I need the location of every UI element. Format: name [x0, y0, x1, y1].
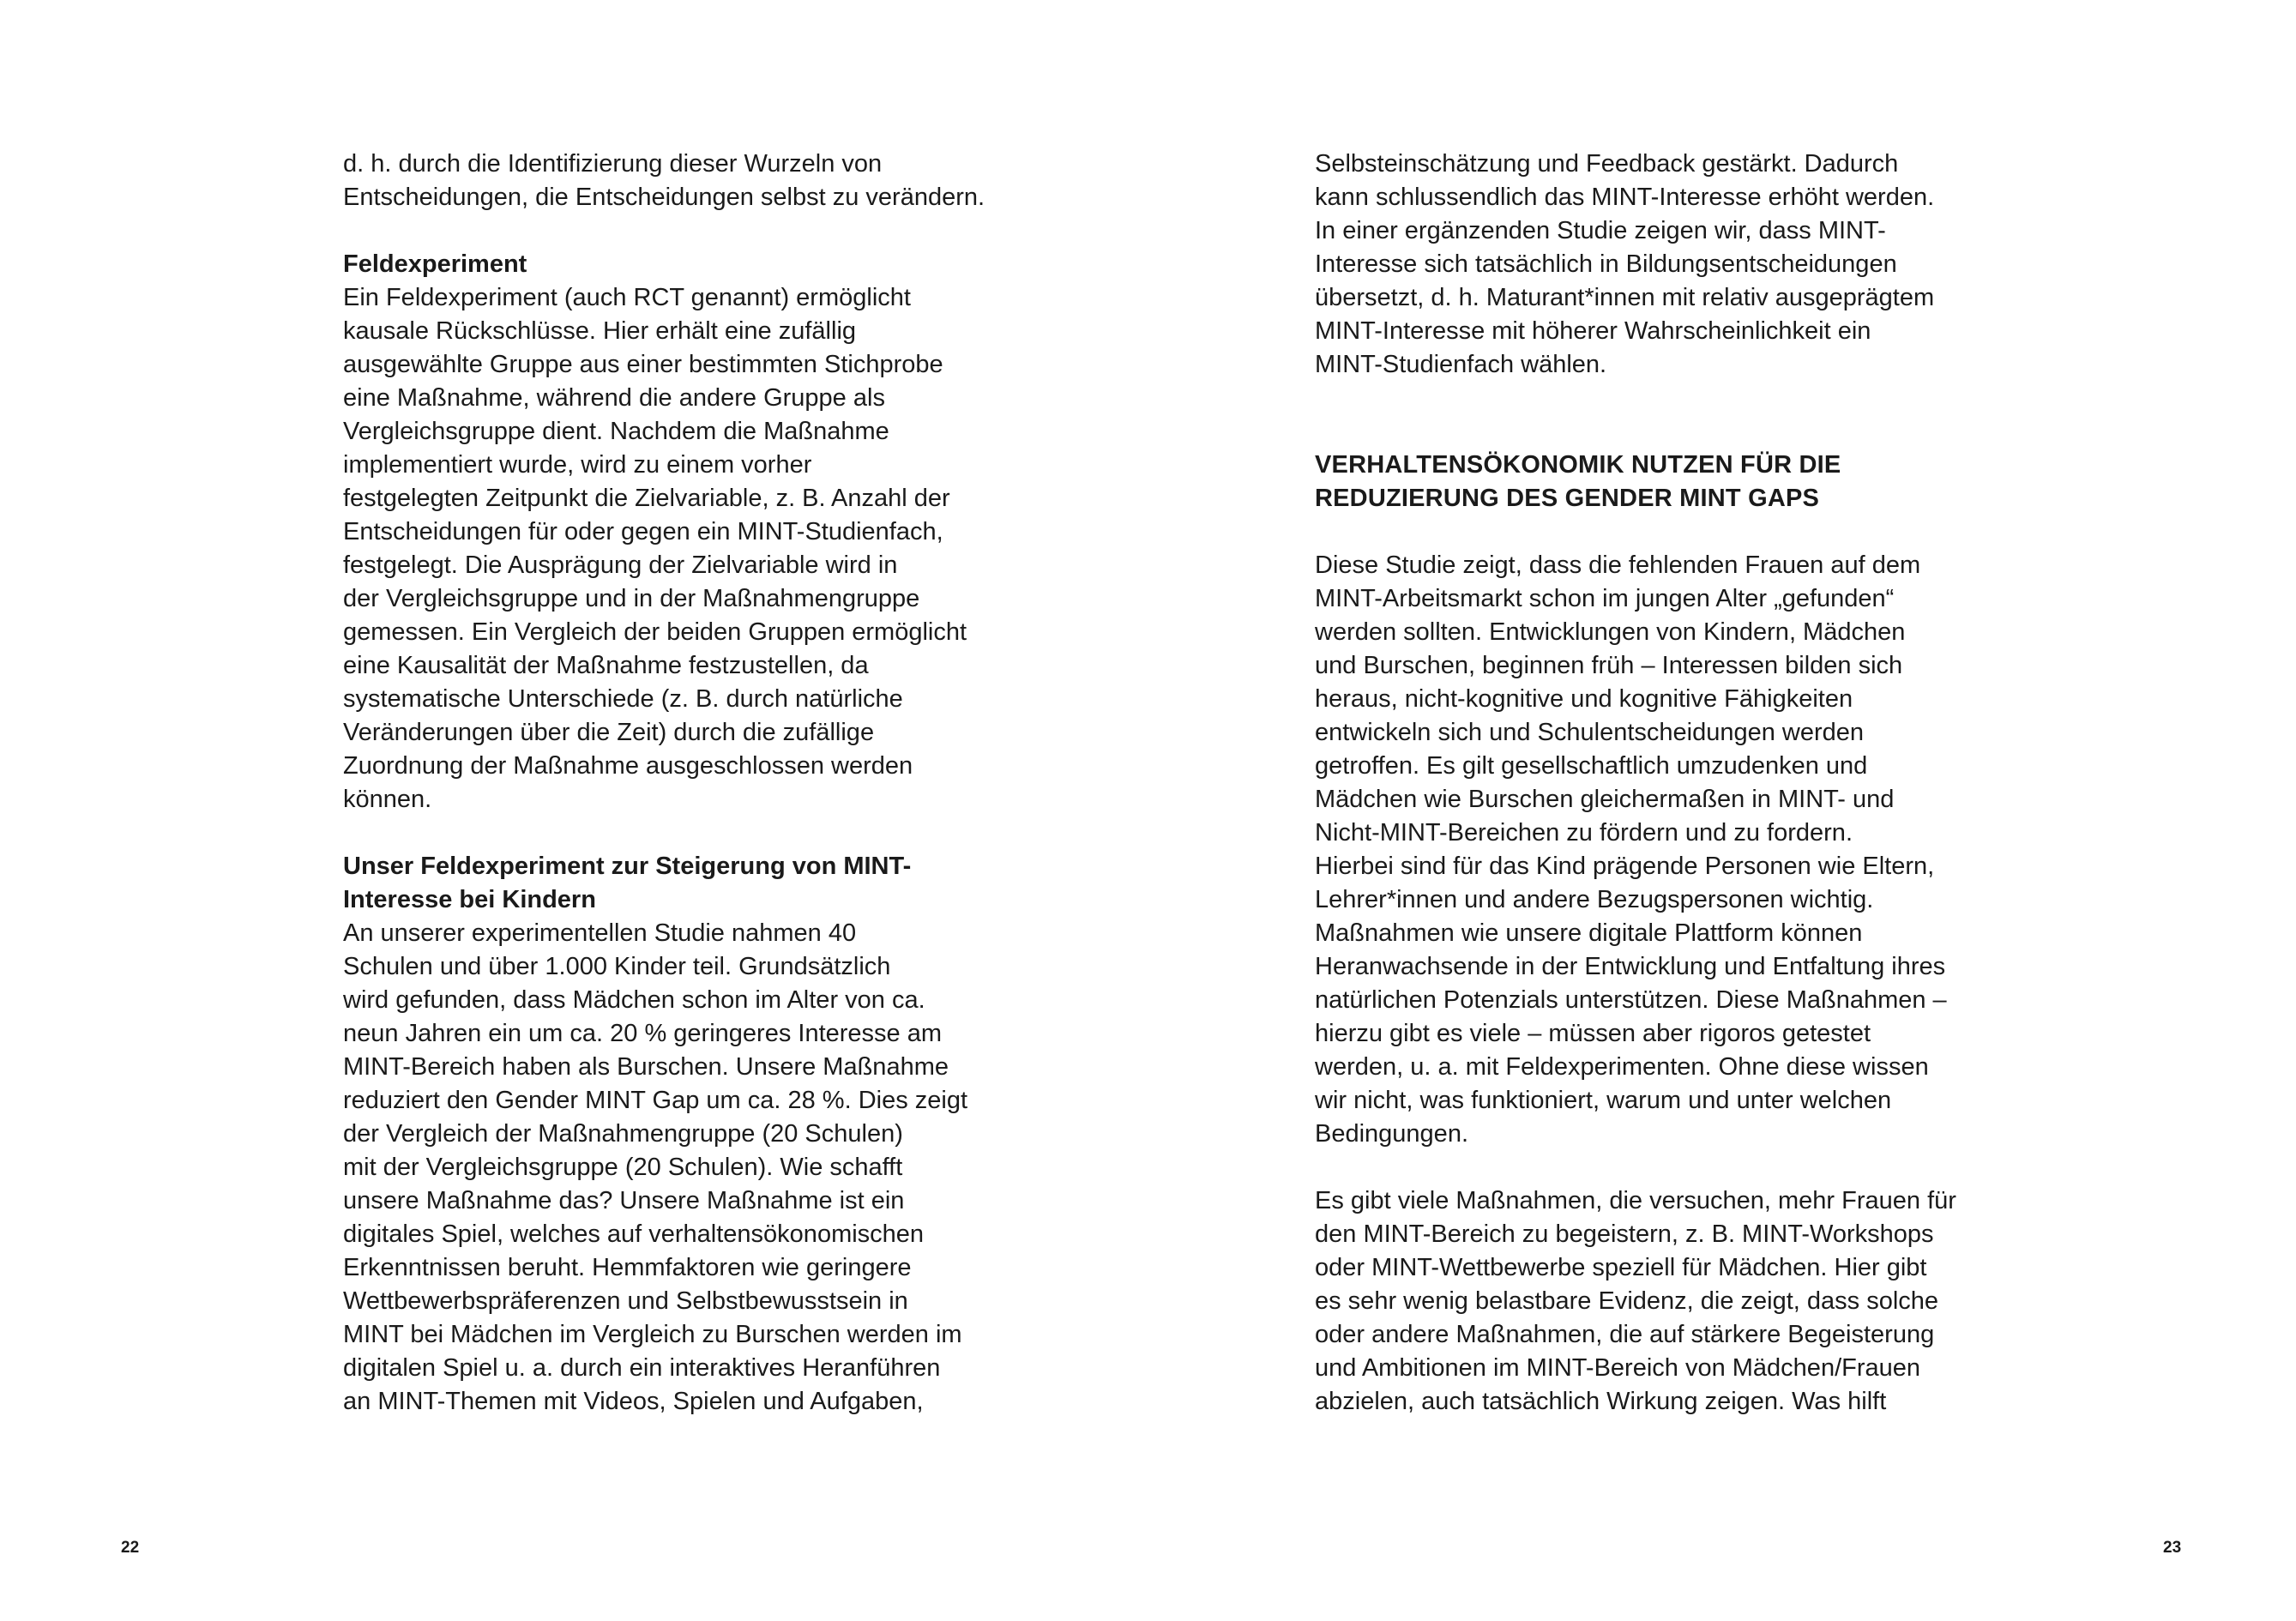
text-line: In einer ergänzenden Studie zeigen wir, dass MINT- [1315, 217, 1886, 244]
text-line: oder MINT-Wettbewerbe speziell für Mädchen. Hier gibt [1315, 1254, 1927, 1281]
text-line: MINT-Interesse mit höherer Wahrscheinlichkeit ein [1315, 317, 1871, 345]
text-line: natürlichen Potenzials unterstützen. Diese Maßnahmen – [1315, 986, 1947, 1014]
right-page-text-column [1315, 148, 1984, 1419]
unser-feldexperiment-paragraph [343, 917, 1012, 1419]
text-line: und Burschen, beginnen früh – Interessen bilden sich [1315, 652, 1903, 679]
text-line: reduziert den Gender MINT Gap um ca. 28 %. Dies zeigt [343, 1087, 968, 1114]
left-intro-paragraph [343, 148, 1012, 214]
text-line: Entscheidungen für oder gegen ein MINT-Studienfach, [343, 518, 943, 545]
text-line: Bedingungen. [1315, 1120, 1468, 1148]
text-line: MINT-Studienfach wählen. [1315, 351, 1607, 378]
text-line: implementiert wurde, wird zu einem vorher [343, 451, 812, 479]
text-line: eine Kausalität der Maßnahme festzustellen, da [343, 652, 869, 679]
text-line: wir nicht, was funktioniert, warum und unter welchen [1315, 1087, 1892, 1114]
text-line: den MINT-Bereich zu begeistern, z. B. MINT-Workshops [1315, 1220, 1934, 1248]
gender-mint-gap-paragraph-2 [1315, 1184, 1984, 1419]
text-line: eine Maßnahme, während die andere Gruppe als [343, 384, 885, 412]
text-line: Vergleichsgruppe dient. Nachdem die Maßnahme [343, 418, 889, 445]
text-line: MINT bei Mädchen im Vergleich zu Burschen werden im [343, 1321, 962, 1348]
heading-line: REDUZIERUNG DES GENDER MINT GAPS [1315, 485, 1820, 512]
text-line: Erkenntnissen beruht. Hemmfaktoren wie geringere [343, 1254, 912, 1281]
text-line: systematische Unterschiede (z. B. durch natürliche [343, 685, 903, 713]
section-heading-verhaltensoekonomik [1315, 449, 1984, 515]
text-line: Nicht-MINT-Bereichen zu fördern und zu fordern. [1315, 819, 1853, 847]
text-line: festgelegt. Die Ausprägung der Zielvariable wird in [343, 551, 898, 579]
text-line: Interesse sich tatsächlich in Bildungsentscheidungen [1315, 250, 1897, 278]
text-line: Ein Feldexperiment (auch RCT genannt) ermöglicht [343, 284, 911, 311]
text-line: Veränderungen über die Zeit) durch die zufällige [343, 719, 875, 746]
text-line: Lehrer*innen und andere Bezugspersonen wichtig. [1315, 886, 1874, 913]
text-line: können. [343, 786, 432, 813]
page-number-right: 23 [2163, 1539, 2182, 1557]
text-line: der Vergleich der Maßnahmengruppe (20 Schulen) [343, 1120, 903, 1148]
text-line: und Ambitionen im MINT-Bereich von Mädchen/Frauen [1315, 1354, 1921, 1382]
text-line: Heranwachsende in der Entwicklung und Entfaltung ihres [1315, 953, 1946, 980]
text-line: es sehr wenig belastbare Evidenz, die zeigt, dass solche [1315, 1287, 1939, 1315]
text-line: Diese Studie zeigt, dass die fehlenden Frauen auf dem [1315, 551, 1921, 579]
paragraph-spacer [1315, 515, 1984, 549]
heading-line: Interesse bei Kindern [343, 886, 596, 913]
text-line: mit der Vergleichsgruppe (20 Schulen). Wie schafft [343, 1154, 903, 1181]
text-line: Entscheidungen, die Entscheidungen selbst zu verändern. [343, 184, 985, 211]
text-line: digitales Spiel, welches auf verhaltensökonomischen [343, 1220, 925, 1248]
text-line: heraus, nicht-kognitive und kognitive Fähigkeiten [1315, 685, 1853, 713]
paragraph-spacer [343, 817, 1012, 850]
paragraph-spacer [1315, 382, 1984, 415]
text-line: unsere Maßnahme das? Unsere Maßnahme ist ein [343, 1187, 905, 1214]
section-heading-unser-feldexperiment [343, 850, 1012, 917]
text-line: Selbsteinschätzung und Feedback gestärkt. Dadurch [1315, 150, 1899, 178]
text-line: hierzu gibt es viele – müssen aber rigoros getestet [1315, 1020, 1871, 1047]
text-line: getroffen. Es gilt gesellschaftlich umzudenken und [1315, 752, 1868, 780]
text-line: Es gibt viele Maßnahmen, die versuchen, mehr Frauen für [1315, 1187, 1956, 1214]
right-intro-paragraph [1315, 148, 1984, 382]
left-page-text-column [343, 148, 1012, 1419]
paragraph-spacer [1315, 1151, 1984, 1184]
text-line: oder andere Maßnahmen, die auf stärkere Begeisterung [1315, 1321, 1935, 1348]
paragraph-spacer [1315, 415, 1984, 449]
text-line: An unserer experimentellen Studie nahmen 40 [343, 919, 857, 947]
text-line: werden, u. a. mit Feldexperimenten. Ohne diese wissen [1315, 1053, 1929, 1081]
text-line: ausgewählte Gruppe aus einer bestimmten Stichprobe [343, 351, 943, 378]
text-line: MINT-Bereich haben als Burschen. Unsere Maßnahme [343, 1053, 949, 1081]
text-line: MINT-Arbeitsmarkt schon im jungen Alter „gefunden“ [1315, 585, 1895, 612]
text-line: d. h. durch die Identifizierung dieser Wurzeln von [343, 150, 883, 178]
section-heading-feldexperiment [343, 248, 1012, 281]
text-line: Schulen und über 1.000 Kinder teil. Grundsätzlich [343, 953, 891, 980]
text-line: festgelegten Zeitpunkt die Zielvariable, z. B. Anzahl der [343, 485, 950, 512]
text-line: entwickeln sich und Schulentscheidungen werden [1315, 719, 1865, 746]
paragraph-spacer [343, 214, 1012, 248]
text-line: kann schlussendlich das MINT-Interesse erhöht werden. [1315, 184, 1935, 211]
heading-line: Unser Feldexperiment zur Steigerung von MINT- [343, 853, 912, 880]
text-line: werden sollten. Entwicklungen von Kindern, Mädchen [1315, 618, 1906, 646]
heading-line: VERHALTENSÖKONOMIK NUTZEN FÜR DIE [1315, 451, 1841, 479]
text-line: der Vergleichsgruppe und in der Maßnahmengruppe [343, 585, 920, 612]
text-line: gemessen. Ein Vergleich der beiden Gruppen ermöglicht [343, 618, 967, 646]
text-line: neun Jahren ein um ca. 20 % geringeres Interesse am [343, 1020, 943, 1047]
text-line: an MINT-Themen mit Videos, Spielen und Aufgaben, [343, 1388, 924, 1415]
text-line: kausale Rückschlüsse. Hier erhält eine zufällig [343, 317, 857, 345]
text-line: Maßnahmen wie unsere digitale Plattform können [1315, 919, 1863, 947]
text-line: übersetzt, d. h. Maturant*innen mit relativ ausgeprägtem [1315, 284, 1935, 311]
text-line: abzielen, auch tatsächlich Wirkung zeigen. Was hilft [1315, 1388, 1887, 1415]
text-line: Hierbei sind für das Kind prägende Personen wie Eltern, [1315, 853, 1935, 880]
gender-mint-gap-paragraph-1 [1315, 549, 1984, 1151]
text-line: wird gefunden, dass Mädchen schon im Alter von ca. [343, 986, 925, 1014]
page-number-left: 22 [121, 1539, 140, 1557]
text-line: digitalen Spiel u. a. durch ein interaktives Heranführen [343, 1354, 941, 1382]
feldexperiment-paragraph [343, 281, 1012, 817]
text-line: Mädchen wie Burschen gleichermaßen in MINT- und [1315, 786, 1895, 813]
text-line: Zuordnung der Maßnahme ausgeschlossen werden [343, 752, 913, 780]
text-line: Wettbewerbspräferenzen und Selbstbewusstsein in [343, 1287, 908, 1315]
heading-line: Feldexperiment [343, 250, 527, 278]
